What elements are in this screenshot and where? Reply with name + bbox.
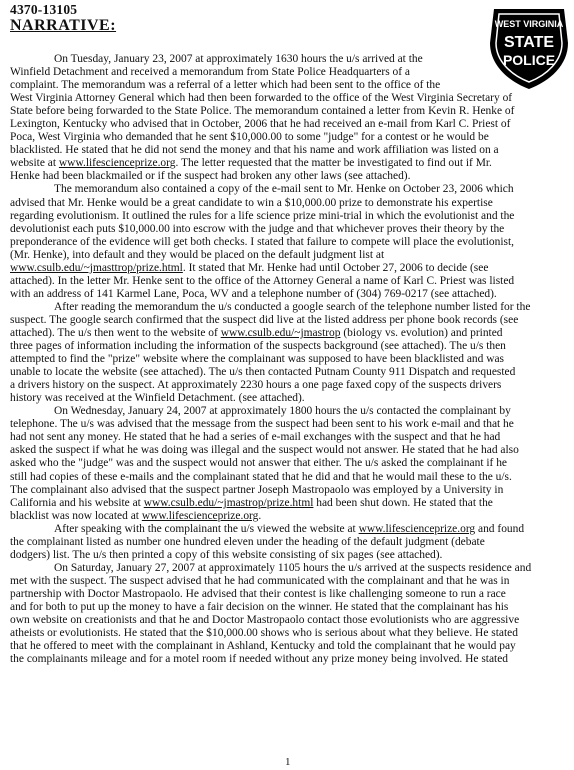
- case-number: 4370-13105: [10, 2, 78, 17]
- narrative-line: a drivers history on the suspect. At approximately 2230 hours a one page faxed copy of the suspects drivers: [10, 379, 502, 392]
- narrative-line: (Mr. Henke), into default and they would be placed on the default judgment list at: [10, 248, 385, 261]
- website-link[interactable]: www.lifescienceprize.org: [358, 522, 476, 535]
- narrative-line: had not sent any money. He stated that he had a series of e-mail exchanges with the suspect and that he had: [10, 431, 501, 444]
- narrative-line: West Virginia Attorney General which had then been forwarded to the office of the West Virginia Secretary of: [10, 92, 513, 105]
- narrative-line: partnership with Doctor Mastropaolo. He advised that their contest is like challenging someone to run a race: [10, 587, 506, 600]
- narrative-line: attempted to find the "prize" website where the complainant was supposed to have been blacklisted and was: [10, 353, 505, 366]
- narrative-paragraph: [10, 183, 566, 300]
- narrative-line: devolutionist each puts $10,000.00 into escrow with the judge and that whichever proves their theory by the: [10, 222, 505, 235]
- narrative-line: unable to locate the website (see attached). The u/s then contacted Putnam County 911 Dispatch and requested: [10, 366, 516, 379]
- narrative-line: The memorandum also contained a copy of the e-mail sent to Mr. Henke on October 23, 2006 which: [54, 183, 514, 196]
- narrative-paragraph: [10, 405, 566, 522]
- narrative-line: suspect. The google search confirmed that the suspect did live at the listed address per phone book records (see: [10, 313, 519, 326]
- narrative-line: dodgers) list. The u/s then printed a copy of this website consisting of six pages (see attached).: [10, 548, 443, 561]
- website-link[interactable]: www.csulb.edu/~jmasttrop/prize.html: [10, 261, 183, 274]
- narrative-line: blacklist was now located at www.lifescienceprize.org.: [10, 509, 262, 522]
- website-link[interactable]: www.csulb.edu/~jmastrop/prize.html: [143, 496, 314, 509]
- narrative-line: blacklisted. He stated that he did not send the money and that his name and work affiliation was listed on a: [10, 144, 499, 157]
- narrative-line: own website on creationists and that he and Doctor Mastropaolo contact those evolutionists who are aggressive: [10, 614, 520, 627]
- narrative-line: website at www.lifescienceprize.org. The letter requested that the matter be investigated to find out if Mr.: [10, 157, 492, 170]
- narrative-line: On Wednesday, January 24, 2007 at approximately 1800 hours the u/s contacted the complainant by: [54, 405, 511, 418]
- narrative-line: atheists or evolutionists. He stated that the $10,000.00 shows who is serious about what they believe. He stated: [10, 627, 518, 640]
- page-number: 1: [285, 756, 291, 768]
- narrative-line: www.csulb.edu/~jmasttrop/prize.html. It stated that Mr. Henke had until October 27, 2006 to decide (see: [10, 261, 489, 274]
- narrative-line: Poca, West Virginia who demanded that he sent $10,000.00 to some "judge" for a contest or he would be: [10, 131, 489, 144]
- page-title: NARRATIVE:: [10, 17, 117, 34]
- narrative-line: asked who the "judge" was and the suspect would not answer that either. The u/s asked the complainant if he: [10, 457, 507, 470]
- narrative-line: attached). The u/s then went to the website of www.csulb.edu/~jmastrop (biology vs. evolution) and printed: [10, 326, 503, 339]
- narrative-line: advised that Mr. Henke would be a great candidate to win a $10,000.00 prize to demonstrate his expertise: [10, 196, 493, 209]
- narrative-line: On Tuesday, January 23, 2007 at approximately 1630 hours the u/s arrived at the: [54, 53, 423, 65]
- narrative-paragraph: [10, 523, 566, 562]
- narrative-line: history was received at the Winfield Detachment. (see attached).: [10, 392, 305, 405]
- narrative-line: telephone. The u/s was advised that the message from the suspect had been sent to his work e-mail and that he: [10, 418, 514, 431]
- narrative-paragraph: [10, 562, 566, 666]
- narrative-line: asked the suspect if what he was doing was illegal and the suspect would not answer. He stated that he had also: [10, 444, 519, 457]
- narrative-line: State before being forwarded to the State Police. The memorandum contained a letter from Kevin R. Henke of: [10, 105, 515, 118]
- narrative-paragraph: [10, 53, 566, 183]
- logo-line-2: STATE: [503, 34, 555, 51]
- narrative-line: still had copies of these e-mails and the complainant stated that he did and that he would mail these to the u/s.: [10, 470, 512, 483]
- narrative-line: On Saturday, January 27, 2007 at approximately 1105 hours the u/s arrived at the suspects residence and: [54, 561, 532, 574]
- narrative-line: preponderance of the evidence will get both checks. I stated that failure to compete will place the evolutionist,: [10, 235, 515, 248]
- narrative-line: attached). In the letter Mr. Henke sent to the office of the Attorney General a name of Karl C. Priest was listed: [10, 274, 515, 287]
- narrative-line: After reading the memorandum the u/s conducted a google search of the telephone number listed for the: [54, 300, 531, 313]
- narrative-line: Lexington, Kentucky who advised that in October, 2006 that he had received an e-mail from Karl C. Priest of: [10, 118, 511, 131]
- website-link[interactable]: www.lifescienceprize.org: [58, 157, 176, 170]
- narrative-line: California and his website at www.csulb.edu/~jmastrop/prize.html had been shut down. He stated that the: [10, 496, 493, 509]
- narrative-line: met with the suspect. The suspect advised that he had communicated with the complainant and that he was in: [10, 574, 510, 587]
- narrative-line: The complainant also advised that the suspect partner Joseph Mastropaolo was employed by a University in: [10, 483, 504, 496]
- narrative-line: the complainant listed as number one hundred eleven under the heading of the default judgment (debate: [10, 535, 485, 548]
- narrative-line: complaint. The memorandum was a referral of a letter which had been sent to the office of the: [10, 79, 441, 92]
- narrative-line: Henke had been blackmailed or if the suspect had broken any other laws (see attached).: [10, 170, 411, 183]
- narrative-line: After speaking with the complainant the u/s viewed the website at www.lifescienceprize.org and found: [54, 522, 525, 535]
- website-link[interactable]: www.lifescienceprize.org: [141, 509, 259, 522]
- narrative-line: regarding evolutionism. It outlined the rules for a life science prize mini-trial in which the evolutionist and the: [10, 209, 515, 222]
- narrative-body: [10, 53, 566, 666]
- narrative-line: with an address of 141 Karmel Lane, Poca, WV and a telephone number of (304) 769-0217 (see attached).: [10, 287, 497, 300]
- narrative-line: three pages of information including the information of the suspects background (see attached). The u/s then: [10, 340, 506, 353]
- narrative-line: the complainants mileage and for a motel room if needed without any prize money being involved. He stated: [10, 653, 509, 666]
- narrative-paragraph: [10, 301, 566, 405]
- website-link[interactable]: www.csulb.edu/~jmastrop: [220, 326, 341, 339]
- narrative-line: that he offered to meet with the complainant in Ashland, Kentucky and told the complainant that he would pay: [10, 640, 516, 653]
- logo-line-3: POLICE: [502, 52, 556, 68]
- narrative-line: Winfield Detachment and received a memorandum from State Police Headquarters of a: [10, 66, 411, 79]
- logo-line-1: WEST VIRGINIA: [494, 19, 564, 29]
- narrative-line: and for both to put up the money to have a fair decision on the winner. He stated that the complainant has his: [10, 600, 509, 613]
